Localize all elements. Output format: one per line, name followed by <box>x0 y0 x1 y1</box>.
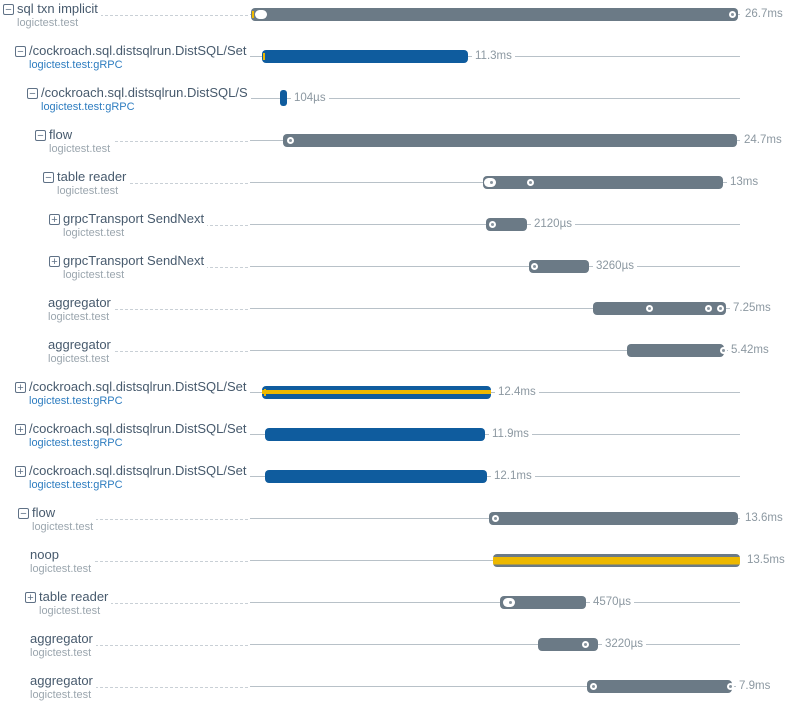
span-label[interactable]: aggregator <box>30 674 93 688</box>
span-bar[interactable] <box>251 8 738 21</box>
span-bar[interactable] <box>280 90 287 106</box>
span-bar[interactable] <box>265 470 487 483</box>
span-row <box>0 0 786 42</box>
span-label-block <box>30 674 96 703</box>
span-label-block <box>48 338 114 367</box>
timeline-track <box>250 84 740 126</box>
span-label-block <box>15 464 249 493</box>
marker-circle-icon <box>492 515 499 522</box>
marker-circle-icon <box>720 347 727 354</box>
span-label-block <box>18 506 96 535</box>
collapse-icon[interactable]: − <box>15 46 26 57</box>
marker-circle-icon <box>489 221 496 228</box>
duration-label: 104µs <box>291 92 329 105</box>
duration-label: 3260µs <box>593 260 637 273</box>
marker-pill-icon <box>255 10 267 19</box>
span-sublabel: logictest.test <box>49 143 111 155</box>
span-sublabel: logictest.test:gRPC <box>29 437 123 449</box>
span-label[interactable]: flow <box>32 506 56 520</box>
duration-label: 11.9ms <box>489 428 532 441</box>
span-label-block <box>15 380 249 409</box>
timeline-track <box>250 252 740 294</box>
span-bar[interactable] <box>529 260 589 273</box>
duration-label: 3220µs <box>602 638 646 651</box>
duration-label: 4570µs <box>590 596 634 609</box>
timeline-track <box>250 168 759 210</box>
duration-label: 13.6ms <box>742 512 786 525</box>
span-row <box>0 210 786 252</box>
span-row <box>0 336 786 378</box>
span-sublabel: logictest.test:gRPC <box>29 59 123 71</box>
timeline-track <box>250 42 740 84</box>
marker-circle-icon <box>527 179 534 186</box>
timeline-track <box>250 0 783 42</box>
span-bar[interactable] <box>538 638 598 651</box>
span-label-block <box>35 128 113 157</box>
span-label[interactable]: noop <box>30 548 59 562</box>
span-label-block <box>15 44 249 73</box>
expand-icon[interactable]: + <box>49 256 60 267</box>
duration-label: 24.7ms <box>741 134 785 147</box>
timeline-track <box>250 378 740 420</box>
span-sublabel: logictest.test <box>63 269 125 281</box>
timeline-track <box>250 546 785 588</box>
collapse-icon[interactable]: − <box>3 4 14 15</box>
marker-ydash-icon <box>263 53 265 60</box>
marker-circle-icon <box>287 137 294 144</box>
span-sublabel: logictest.test <box>48 353 110 365</box>
span-row <box>0 42 786 84</box>
duration-label: 7.9ms <box>736 680 773 693</box>
duration-label: 12.4ms <box>495 386 539 399</box>
timeline-track <box>250 126 782 168</box>
marker-pilldot-icon <box>503 598 515 607</box>
span-bar[interactable] <box>283 134 737 147</box>
collapse-icon[interactable]: − <box>43 172 54 183</box>
span-row <box>0 672 786 714</box>
span-sublabel: logictest.test <box>30 563 92 575</box>
span-sublabel: logictest.test <box>39 605 101 617</box>
track-line <box>250 644 740 645</box>
span-label[interactable]: grpcTransport SendNext <box>63 254 205 268</box>
track-line <box>250 266 740 267</box>
expand-icon[interactable]: + <box>49 214 60 225</box>
span-row <box>0 252 786 294</box>
span-label[interactable]: /cockroach.sql.distsqlrun.DistSQL/Set <box>29 422 247 436</box>
marker-circle-icon <box>727 683 734 690</box>
span-label[interactable]: aggregator <box>48 338 111 352</box>
span-bar[interactable] <box>483 176 723 189</box>
collapse-icon[interactable]: − <box>18 508 29 519</box>
timeline-track <box>250 504 783 546</box>
span-sublabel: logictest.test <box>30 647 92 659</box>
span-label-block <box>25 590 111 619</box>
span-row <box>0 504 786 546</box>
span-label[interactable]: /cockroach.sql.distsqlrun.DistSQL/Set <box>29 380 247 394</box>
marker-circle-icon <box>646 305 653 312</box>
track-line <box>250 602 740 603</box>
expand-icon[interactable]: + <box>15 466 26 477</box>
timeline-track <box>250 462 740 504</box>
marker-ydash-icon <box>252 11 254 18</box>
span-label[interactable]: /cockroach.sql.distsqlrun.DistSQL/S <box>41 86 248 100</box>
collapse-icon[interactable]: − <box>27 88 38 99</box>
collapse-icon[interactable]: − <box>35 130 46 141</box>
expand-icon[interactable]: + <box>15 382 26 393</box>
span-sublabel: logictest.test <box>63 227 125 239</box>
duration-label: 7.25ms <box>730 302 774 315</box>
timeline-track <box>250 672 771 714</box>
expand-icon[interactable]: + <box>15 424 26 435</box>
duration-label: 2120µs <box>531 218 575 231</box>
span-label-block <box>49 254 207 283</box>
span-label[interactable]: aggregator <box>48 296 111 310</box>
span-bar[interactable] <box>262 386 491 399</box>
span-row <box>0 462 786 504</box>
marker-pilldot-icon <box>484 178 496 187</box>
span-label[interactable]: table reader <box>39 590 109 604</box>
span-sublabel: logictest.test <box>48 311 110 323</box>
span-bar[interactable] <box>265 428 485 441</box>
span-label[interactable]: grpcTransport SendNext <box>63 212 205 226</box>
span-row <box>0 126 786 168</box>
span-sublabel: logictest.test:gRPC <box>41 101 135 113</box>
span-row <box>0 588 786 630</box>
span-sublabel: logictest.test:gRPC <box>29 479 123 491</box>
span-row <box>0 168 786 210</box>
span-row <box>0 630 786 672</box>
timeline-track <box>250 420 740 462</box>
span-label-block <box>48 296 114 325</box>
span-sublabel: logictest.test <box>32 521 94 533</box>
span-row <box>0 420 786 462</box>
span-row <box>0 378 786 420</box>
marker-circle-icon <box>582 641 589 648</box>
duration-label: 13.5ms <box>744 554 786 567</box>
duration-label: 12.1ms <box>491 470 535 483</box>
marker-circle-icon <box>590 683 597 690</box>
timeline-track <box>250 588 740 630</box>
expand-icon[interactable]: + <box>25 592 36 603</box>
timeline-track <box>250 336 769 378</box>
span-label-block <box>27 86 251 115</box>
marker-circle-icon <box>717 305 724 312</box>
marker-ydash-icon <box>264 389 266 396</box>
timeline-track <box>250 630 740 672</box>
span-bar[interactable] <box>627 344 724 357</box>
duration-label: 11.3ms <box>472 50 515 63</box>
span-label[interactable]: table reader <box>57 170 127 184</box>
duration-label: 26.7ms <box>742 8 786 21</box>
span-bar[interactable] <box>587 680 732 693</box>
span-sublabel: logictest.test <box>57 185 119 197</box>
marker-circle-icon <box>705 305 712 312</box>
span-label[interactable]: aggregator <box>30 632 93 646</box>
span-bar[interactable] <box>489 512 738 525</box>
span-sublabel: logictest.test <box>17 17 79 29</box>
span-bar[interactable] <box>493 554 740 567</box>
timeline-track <box>250 210 740 252</box>
span-sublabel: logictest.test:gRPC <box>29 395 123 407</box>
span-bar[interactable] <box>262 50 468 63</box>
span-label-block <box>30 548 94 577</box>
span-row <box>0 84 786 126</box>
span-label-block <box>49 212 207 241</box>
marker-circle-icon <box>531 263 538 270</box>
span-label-block <box>3 2 101 31</box>
span-label-block <box>43 170 129 199</box>
span-label[interactable]: sql txn implicit <box>17 2 98 16</box>
span-label-block <box>30 632 96 661</box>
duration-label: 13ms <box>727 176 761 189</box>
span-label[interactable]: /cockroach.sql.distsqlrun.DistSQL/Set <box>29 464 247 478</box>
span-sublabel: logictest.test <box>30 689 92 701</box>
timeline-track <box>250 294 771 336</box>
span-label-block <box>15 422 249 451</box>
duration-label: 5.42ms <box>728 344 772 357</box>
marker-circle-icon <box>729 11 736 18</box>
span-row <box>0 546 786 588</box>
span-row <box>0 294 786 336</box>
span-label[interactable]: flow <box>49 128 73 142</box>
span-label[interactable]: /cockroach.sql.distsqlrun.DistSQL/Set <box>29 44 247 58</box>
